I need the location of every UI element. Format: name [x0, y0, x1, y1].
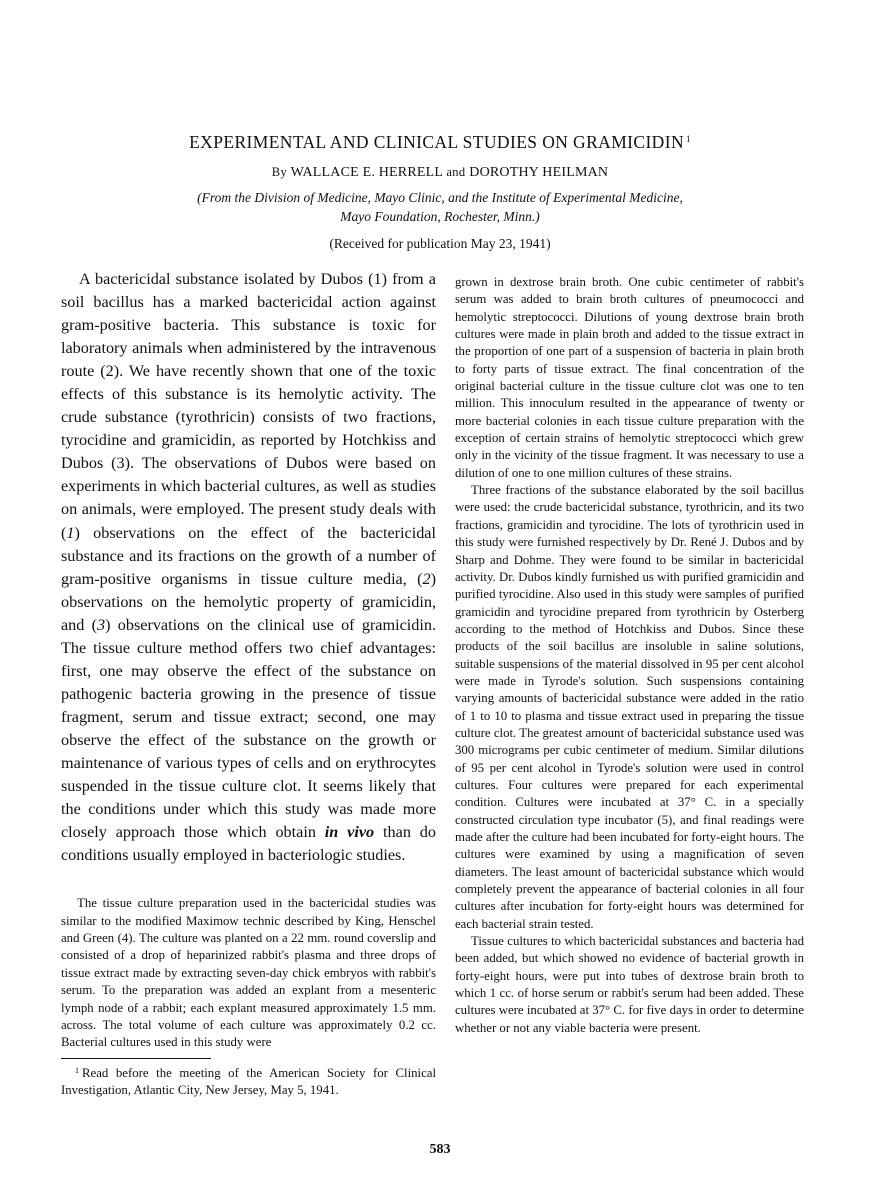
affiliation-line-1: (From the Division of Medicine, Mayo Clinic, and the Institute of Experimental Medicine, [197, 190, 683, 205]
enum-2: 2 [422, 569, 431, 588]
authors-by: By [271, 165, 288, 179]
intro-text-1: A bactericidal substance isolated by Dubos (1) from a soil bacillus has a marked bactericidal action against gram-positive bacteria. This substance is toxic for laboratory animals when administered by the intravenous route (2). We have recently shown that one of the toxic effects of this substance is its hemolytic activity. The crude substance (tyrothricin) consists of two fractions, tyrocidine and gramicidin, as reported by Hotchkiss and Dubos (3). The observations of Dubos were based on experiments in which bacterial cultures, as well as studies on animals, were employed. The present study deals with ( [61, 270, 436, 542]
affiliation-line-2: Mayo Foundation, Rochester, Minn.) [340, 209, 540, 224]
continuation-paragraph: grown in dextrose brain broth. One cubic centimeter of rabbit's serum was added to brain broth cultures of pneumococci and hemolytic streptococci. Dilutions of young dextrose brain broth cultures were made in plain broth and added to the tissue extract in the proportion of one part of a suspension of bacteria in plain broth to forty parts of tissue extract. The final concentration of the original bacterial culture in the tissue culture clot was one to ten million. This innoculum resulted in the appearance of twenty or more bacterial colonies in each tissue culture preparation with the exception of certain strains of hemolytic streptococci which grew only in the vicinity of the tissue fragment. It was necessary to use a dilution of one to one million cultures of these strains. [455, 275, 804, 480]
methods-paragraph: The tissue culture preparation used in the bactericidal studies was similar to the modified Maximow technic described by King, Henschel and Green (4). The culture was planted on a 22 mm. round coverslip and consisted of a drop of heparinized rabbit's plasma and three drops of tissue extract made by extracting seven-day chick embryos with rabbit's serum. To the preparation was added an explant from a mesenteric lymph node of a rabbit; each explant measured approximately 1.5 mm. across. The total volume of each culture was approximately 0.2 cc. Bacterial cultures used in this study were [61, 896, 436, 1050]
right-column [455, 274, 804, 1037]
footnote-mark: 1 [75, 1065, 79, 1075]
authors-and: and [446, 165, 466, 179]
author-2: DOROTHY HEILMAN [469, 165, 609, 180]
affiliation [0, 188, 880, 226]
left-column [61, 268, 436, 1100]
in-vivo-term: in vivo [324, 823, 375, 842]
title-footnote-mark[interactable]: 1 [686, 134, 691, 144]
footnote [61, 1062, 436, 1100]
footnote-divider [61, 1058, 211, 1059]
intro-text-2: ) observations on the effect of the bactericidal substance and its fractions on the growth of a number of gram-positive organisms in tissue culture media, ( [61, 523, 436, 588]
footnote-text: Read before the meeting of the American Society for Clinical Investigation, Atlantic City, New Jersey, May 5, 1941. [61, 1065, 436, 1098]
author-1: WALLACE E. HERRELL [290, 165, 443, 180]
enum-1: 1 [66, 523, 75, 542]
intro-text-3: ) observations on the hemolytic property of gramicidin, and ( [61, 569, 436, 634]
viability-paragraph: Tissue cultures to which bactericidal substances and bacteria had been added, but which showed no evidence of bacterial growth in forty-eight hours, were put into tubes of dextrose brain broth to which 1 cc. of horse serum or rabbit's serum had been added. These cultures were incubated at 37° C. for five days in order to determine whether or not any viable bacteria were present. [455, 934, 804, 1035]
received-date: (Received for publication May 23, 1941) [329, 236, 551, 251]
enum-3: 3 [97, 615, 106, 634]
page-number: 583 [429, 1142, 451, 1157]
intro-text-4: ) observations on the clinical use of gramicidin. The tissue culture method offers two chief advantages: first, one may observe the effect of the substance on pathogenic bacteria growing in the presence of tissue fragment, serum and tissue extract; second, one may observe the effect of the substance on the growth or maintenance of various types of cells and on erythrocytes suspended in the tissue culture clot. It seems likely that the conditions under which this study was made more closely approach those which obtain [61, 615, 436, 842]
author-line [0, 165, 880, 181]
article-title-text: EXPERIMENTAL AND CLINICAL STUDIES ON GRAMICIDIN [189, 132, 684, 152]
fractions-paragraph: Three fractions of the substance elaborated by the soil bacillus were used: the crude bactericidal substance, tyrothricin, and its two fractions, gramicidin and tyrocidine. The lots of tyrothricin used in this study were furnished respectively by Dr. René J. Dubos and by Sharp and Dohme. They were found to be similar in bactericidal activity. Dr. Dubos kindly furnished us with purified gramicidin and purified tyrocidine. Also used in this study were samples of purified gramicidin and tyrocidine prepared from tyrothricin by Osterberg according to the method of Hotchkiss and Dubos. Since these products of the soil bacillus are insoluble in saline solutions, suitable suspensions of the material dissolved in 95 per cent alcohol were made in Tyrode's solution. Such suspensions containing varying amounts of bactericidal substance were added in the ratio of 1 to 10 to plasma and tissue extract used in preparing the tissue culture clot. The greatest amount of bactericidal substance used was 300 micrograms per cubic centimeter of medium. Similar dilutions of 95 per cent alcohol in Tyrode's solution were used in control cultures. Four cultures were prepared for each experimental condition. Cultures were incubated at 37° C. in a specially constructed circulation type incubator (5), and final readings were made after the culture had been incubated for forty-eight hours. The cultures were examined by using a magnification of seven diameters. The least amount of bactericidal substance which would completely prevent the appearance of bacterial colonies in all four cultures after incubation for forty-eight hours was determined for each bacterial strain tested. [455, 483, 804, 931]
intro-text-5: than do conditions usually employed in bacteriologic studies. [61, 823, 436, 865]
article-title [0, 132, 880, 153]
intro-paragraph [61, 268, 436, 867]
